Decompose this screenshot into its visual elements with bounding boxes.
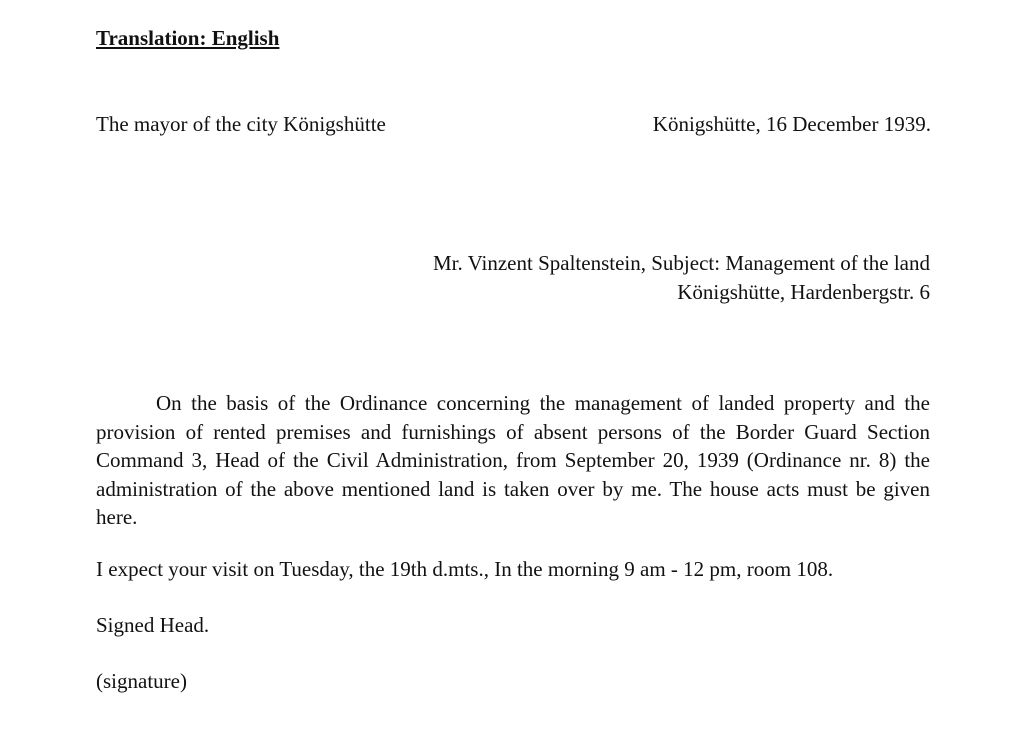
sender-line: The mayor of the city Königshütte xyxy=(96,112,386,136)
signature-line: (signature) xyxy=(96,669,187,693)
document-heading: Translation: English xyxy=(96,26,280,50)
recipient-address: Königshütte, Hardenbergstr. 6 xyxy=(677,280,930,304)
recipient-name-subject: Mr. Vinzent Spaltenstein, Subject: Management of the land xyxy=(433,251,930,275)
place-date-line: Königshütte, 16 December 1939. xyxy=(652,112,931,136)
body-paragraph: On the basis of the Ordinance concerning the management of landed property and the provision of rented premises and furnishings of absent persons of the Border Guard Section Command 3, Head of the Civil Administration, from September 20, 1939 (Ordinance nr. 8) the administration of the above mentioned land is taken over by me. The house acts must be given here. xyxy=(96,391,930,529)
recipient-block xyxy=(433,249,930,307)
signed-line: Signed Head. xyxy=(96,613,210,637)
visit-paragraph: I expect your visit on Tuesday, the 19th d.mts., In the morning 9 am - 12 pm, room 108. xyxy=(96,557,834,581)
